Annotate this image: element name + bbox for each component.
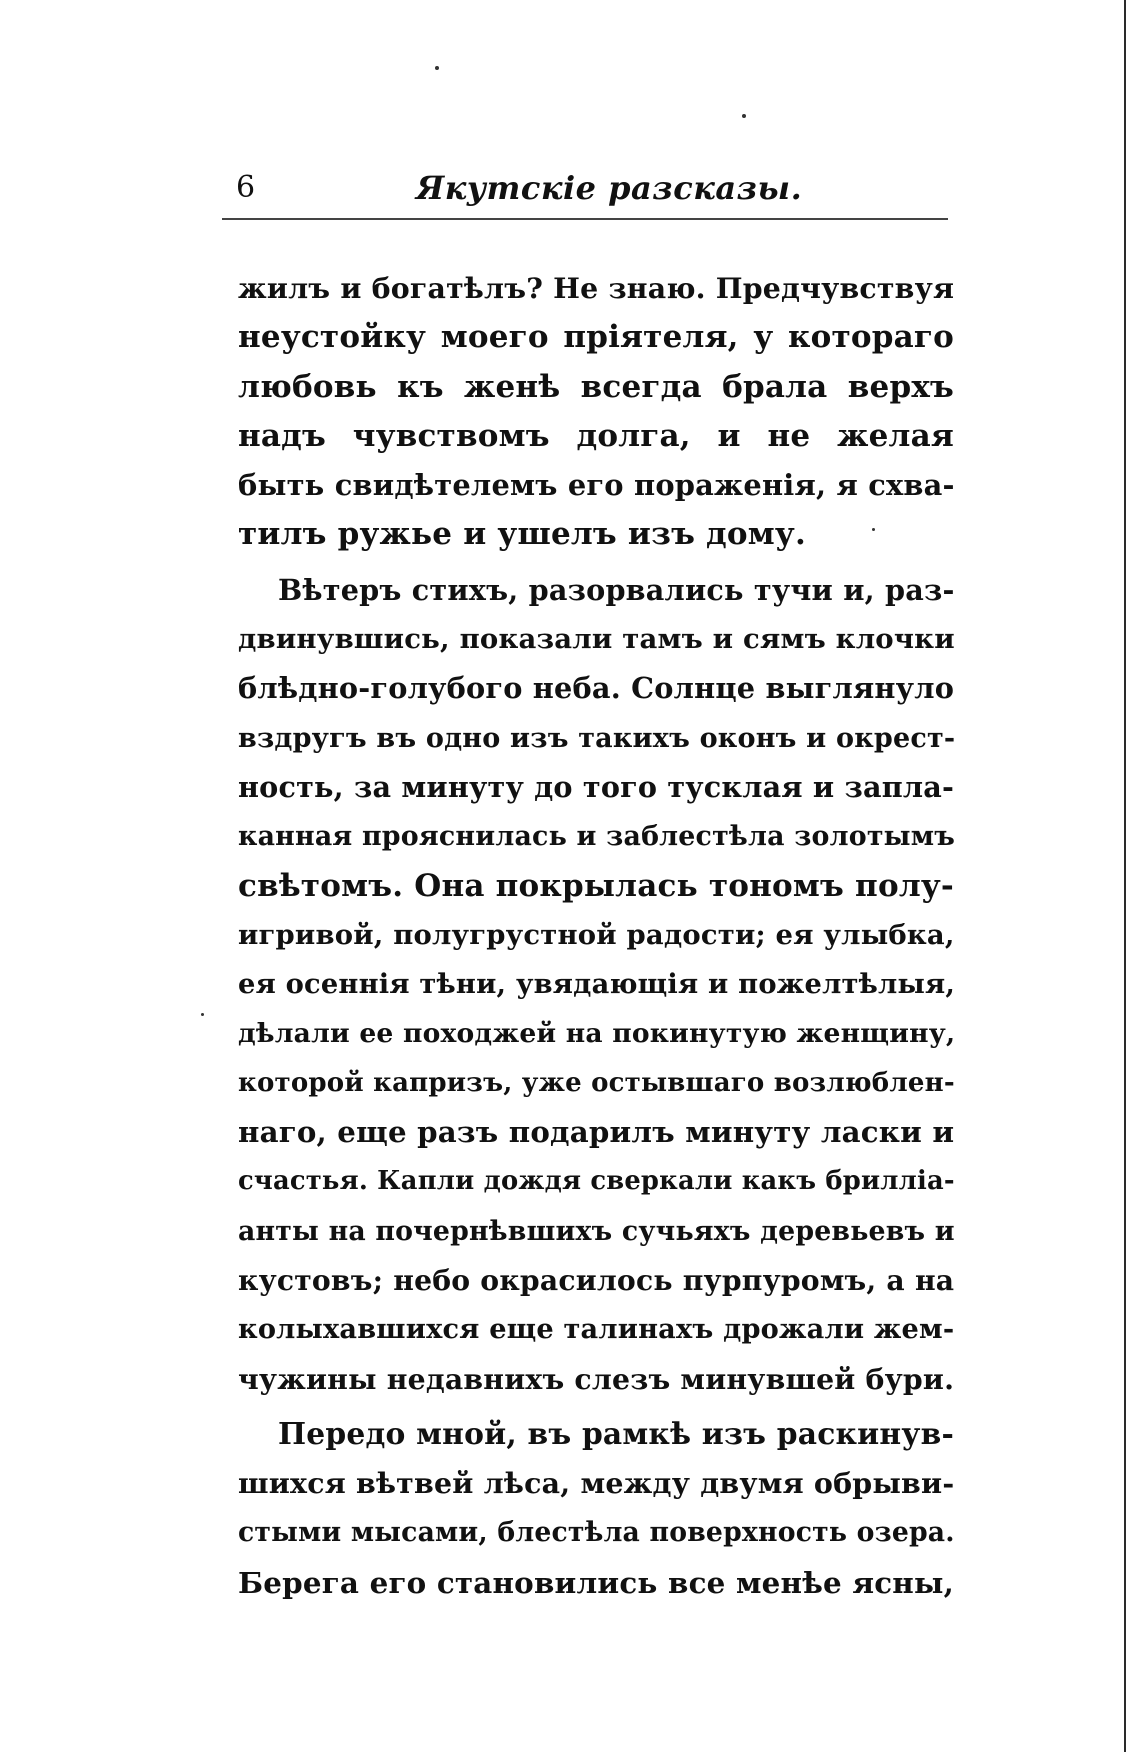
text-line: ность, за минуту до того тусклая и запла- [238,769,955,804]
text-line: анты на почернѣвшихъ сучьяхъ деревьевъ и [238,1215,955,1247]
text-line: Берега его становились все менѣе ясны, [238,1564,954,1600]
ink-speck [742,114,746,118]
scan-edge [1124,0,1126,1752]
text-line: любовь къ женѣ всегда брала верхъ [238,368,954,405]
text-line: жилъ и богатѣлъ? Не знаю. Предчувствуя [238,271,955,305]
text-line: Вѣтеръ стихъ, разорвались тучи и, раз- [278,572,955,607]
header-rule [222,218,948,220]
text-line: кустовъ; небо окрасилось пурпуромъ, а на [238,1262,955,1297]
text-line: стыми мысами, блестѣла поверхность озера. [238,1517,955,1549]
text-line: канная прояснилась и заблестѣла золотымъ [238,821,956,853]
text-line: двинувшись, показали тамъ и сямъ клочки [238,623,955,656]
text-line: которой капризъ, уже остывшаго возлюблен- [238,1067,955,1098]
running-head [236,168,948,212]
text-line: колыхавшихся еще талинахъ дрожали жем- [238,1313,955,1346]
text-line: тилъ ружье и ушелъ изъ дому. [238,516,806,553]
ink-speck [201,1013,204,1016]
text-line: блѣдно-голубого неба. Солнце выглянуло [238,671,955,706]
text-line: вздругъ въ одно изъ такихъ оконъ и окрест- [238,722,956,754]
ink-speck [435,66,439,70]
text-line: быть свидѣтелемъ его пораженія, я схва- [238,468,955,503]
running-title: Якутскіе разсказы. [416,169,803,207]
text-line: счастья. Капли дождя сверкали какъ брилліа- [238,1166,955,1197]
text-line: неустойку моего пріятеля, у котораго [238,319,954,356]
text-line: наго, еще разъ подарилъ минуту ласки и [238,1115,955,1150]
text-line: чужины недавнихъ слезъ минувшей бури. [238,1361,955,1396]
text-line: дѣлали ее походжей на покинутую женщину, [238,1018,956,1050]
page-number: 6 [236,170,256,205]
text-line: игривой, полугрустной радости; ея улыбка, [238,918,955,951]
text-line: свѣтомъ. Она покрылась тономъ полу- [238,867,954,904]
text-line: надъ чувствомъ долга, и не желая [238,417,954,454]
body-text [238,264,954,1607]
text-line: ея осеннія тѣни, увядающія и пожелтѣлыя, [238,968,956,1001]
text-line: Передо мной, въ рамкѣ изъ раскинув- [278,1416,954,1452]
text-line: шихся вѣтвей лѣса, между двумя обрыви- [238,1466,955,1501]
